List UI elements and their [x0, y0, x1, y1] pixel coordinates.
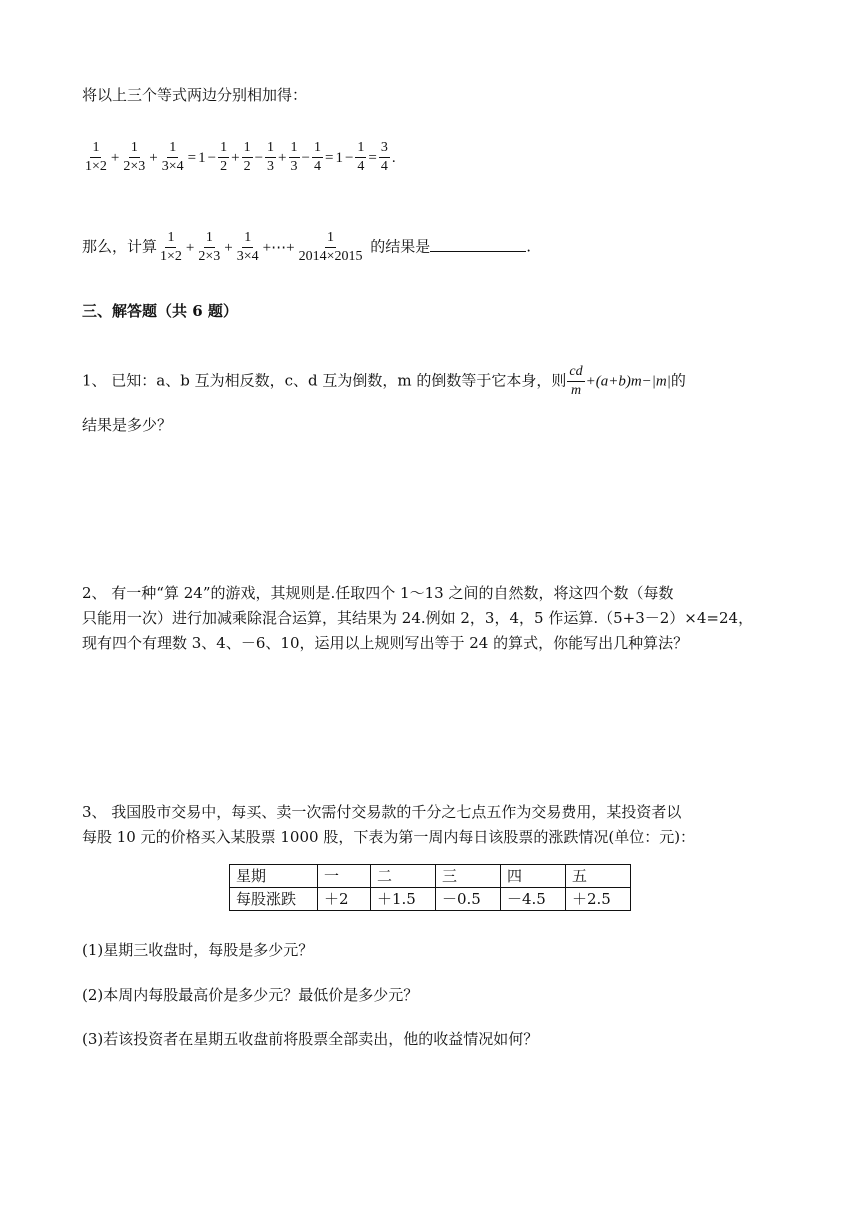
fraction: $\frac{1}{3}$: [290, 140, 298, 174]
fraction: $\frac{1}{3\times 4}$: [236, 230, 259, 264]
fraction: $\frac{1}{2}$: [243, 140, 251, 174]
fraction: $\frac{1}{2\times 3}$: [123, 140, 146, 174]
table-cell: 五: [566, 865, 631, 888]
table-cell: －4.5: [501, 888, 566, 911]
table-cell: 星期: [230, 865, 318, 888]
table-row: [230, 888, 631, 911]
fraction: $\frac{1}{3\times 4}$: [161, 140, 184, 174]
table-cell: ＋2.5: [566, 888, 631, 911]
question-2-line2: 只能用一次）进行加减乘除混合运算，其结果为 24.例如 2，3，4，5 作运算.（5+3－2）×4=24，: [82, 609, 754, 627]
table-cell: 每股涨跌: [230, 888, 318, 911]
fraction: $\frac{3}{4}$: [380, 140, 388, 174]
table-cell: ＋1.5: [371, 888, 436, 911]
fraction: $\frac{1}{4}$: [357, 140, 365, 174]
table-cell: 二: [371, 865, 436, 888]
table-cell: 三: [436, 865, 501, 888]
question-3-line2: 每股 10 元的价格买入某股票 1000 股，下表为第一周内每日该股票的涨跌情况(单位：元)：: [82, 828, 696, 846]
table-cell: ＋2: [318, 888, 371, 911]
question-3-sub1: (1)星期三收盘时，每股是多少元？: [82, 941, 314, 959]
fraction: $\frac{1}{1\times 2}$: [160, 230, 182, 264]
fraction: $\frac{1}{1\times 2}$: [85, 140, 107, 174]
question-3-sub2: (2)本周内每股最高价是多少元？最低价是多少元？: [82, 986, 419, 1004]
table-cell: 一: [318, 865, 371, 888]
section-heading: 三、解答题（共 6 题）: [82, 302, 238, 320]
fraction: $\frac{cd}{m}$: [569, 364, 583, 398]
compute-line: 那么，计算 $\frac{1}{1\times 2}$ + $\frac{1}{2\times 3}$ + $\frac{1}{3\times 4}$ +⋯+ $\frac{1}{2014\times 2015}$ 的结果是 .: [82, 230, 532, 264]
fraction: $\frac{1}{2014\times 2015}$: [298, 230, 363, 264]
fraction: $\frac{1}{2\times 3}$: [198, 230, 221, 264]
question-2-line1: 2、 有一种“算 24”的游戏，其规则是.任取四个 1～13 之间的自然数，将这四个数（每数: [82, 584, 674, 602]
table-cell: －0.5: [436, 888, 501, 911]
question-2-line3: 现有四个有理数 3、4、－6、10，运用以上规则写出等于 24 的算式，你能写出几种算法？: [82, 634, 689, 652]
question-1: 1、 已知：a、b 互为相反数，c、d 互为倒数，m 的倒数等于它本身，则 $\frac{cd}{m}$ +(a+b)m−|m|的: [82, 364, 686, 398]
question-3-line1: 3、 我国股市交易中，每买、卖一次需付交易款的千分之七点五作为交易费用，某投资者以: [82, 803, 682, 821]
question-3-sub3: (3)若该投资者在星期五收盘前将股票全部卖出，他的收益情况如何？: [82, 1030, 539, 1048]
table-cell: 四: [501, 865, 566, 888]
question-1-line2: 结果是多少？: [82, 416, 173, 434]
table-header-row: [230, 865, 631, 888]
answer-blank[interactable]: [430, 237, 526, 252]
stock-change-table: [229, 864, 631, 911]
fraction: $\frac{1}{4}$: [313, 140, 321, 174]
fraction: $\frac{1}{3}$: [267, 140, 275, 174]
fraction: $\frac{1}{2}$: [220, 140, 228, 174]
sum-equation: $\frac{1}{1\times 2}$ + $\frac{1}{2\times 3}$ + $\frac{1}{3\times 4}$ = 1 − $\frac{1}{2}$ + $\frac{1}{2}$ − $\frac{1}{3}$ + $\frac{1}{3}$ − $\frac{1}{4}$ = 1 − $\frac{1}{4}$ = $\frac{3}{4}$ .: [85, 140, 396, 174]
intro-line: 将以上三个等式两边分别相加得：: [82, 86, 308, 104]
